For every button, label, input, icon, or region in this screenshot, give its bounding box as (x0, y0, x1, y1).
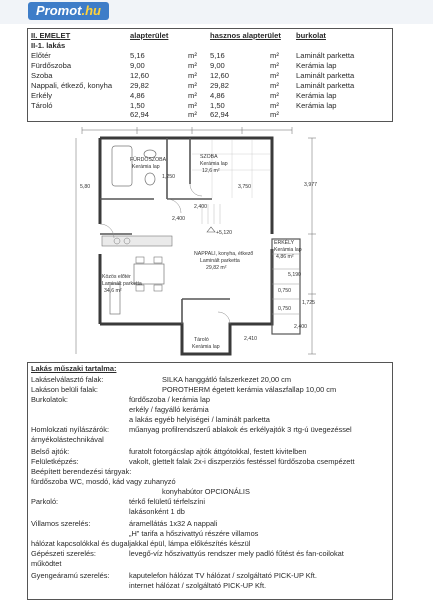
spec-row (31, 559, 389, 569)
spec-value: internet hálózat / szolgáltató PICK-UP Kft. (129, 581, 267, 590)
plan-label-kozos-sub: Laminált parketta (102, 281, 142, 287)
dim-label: 2,400 (194, 204, 207, 210)
floor-cover-header: burkolat (296, 31, 326, 40)
plan-label-level: +5,120 (216, 230, 233, 236)
spec-row (31, 405, 389, 415)
spec-key: Lakáselválasztó falak: (31, 375, 104, 384)
spec-row (31, 549, 389, 559)
room-area: 12,60 (130, 71, 150, 80)
spec-value: konyhabútor OPCIONÁLIS (162, 487, 250, 496)
spec-row (31, 539, 389, 549)
spec-value: furatolt fotorgácslap ajtók áttgótokkal, festett kivitelben (129, 447, 307, 456)
dim-label: 2,400 (172, 216, 185, 222)
room-area: 9,00 (130, 61, 145, 70)
spec-key: Gépészeti szerelés: (31, 549, 96, 558)
dim-label: 1,250 (162, 174, 175, 180)
unit: m² (270, 51, 279, 60)
plan-label-furdoszoba: FÜRDŐSZOBA (130, 157, 167, 163)
spec-row (31, 457, 389, 467)
dim-label: 3,750 (238, 184, 251, 190)
spec-key: működtet (31, 559, 62, 568)
spec-row (31, 529, 389, 539)
plan-label-tarolo: Tároló (194, 337, 209, 343)
spec-key: Felületképzés: (31, 457, 79, 466)
room-name: Tároló (31, 101, 53, 110)
floor-label: II. EMELET (31, 31, 71, 40)
room-useful-area: 12,60 (210, 71, 230, 80)
spec-value: vakolt, glettelt falak 2x-i diszperziós festéssel fürdőszoba csempézett (129, 457, 355, 466)
total-useful-area: 62,94 (210, 110, 230, 119)
plan-label-kozos-area: 34,6 m² (104, 288, 122, 294)
spec-title: Lakás műszaki tartalma: (31, 364, 117, 373)
spec-value: levegő-víz hőszivattyús rendszer mely padló fűtést és fan-coilokat (129, 549, 344, 558)
useful-area-header: hasznos alapterület (210, 31, 281, 40)
spec-key: árnyékolástechnikával (31, 435, 104, 444)
table-row (28, 81, 392, 91)
room-useful-area: 4,86 (210, 91, 225, 100)
total-area: 62,94 (130, 110, 150, 119)
spec-value: kaputelefon hálózat TV hálózat / szolgáltató PICK-UP Kft. (129, 571, 317, 580)
table-row (28, 91, 392, 101)
floor-plan (72, 124, 332, 360)
room-floor-cover: Kerámia lap (296, 91, 337, 100)
plan-label-tarolo-sub: Kerámia lap (192, 344, 220, 350)
spec-value: POROTHERM égetett kerámia válaszfallap 10,00 cm (162, 385, 337, 394)
spec-row (31, 385, 389, 395)
room-floor-cover: Laminált parketta (296, 71, 355, 80)
spec-value: „H” tarifa a hőszivattyú részére villamos (129, 529, 259, 538)
promot-logo[interactable]: Promot.hu (28, 2, 109, 20)
spec-key: hálózat kapcsolókkal és dugaljakkal épül, lámpa előkészítés készül (31, 539, 251, 548)
room-floor-cover: Laminált parketta (296, 81, 355, 90)
dim-label: 2,400 (294, 324, 307, 330)
spec-row (31, 487, 389, 497)
room-useful-area: 1,50 (210, 101, 225, 110)
unit: m² (188, 61, 197, 70)
room-area: 29,82 (130, 81, 150, 90)
spec-key: Beépített berendezési tárgyak: (31, 467, 132, 476)
dim-label: 5,80 (80, 184, 91, 190)
unit: m² (188, 81, 197, 90)
spec-row (31, 571, 389, 581)
unit: m² (188, 91, 197, 100)
spec-key: Burkolatok: (31, 395, 68, 404)
unit: m² (270, 91, 279, 100)
room-floor-cover: Kerámia lap (296, 61, 337, 70)
room-floor-cover: Laminált parketta (296, 51, 355, 60)
spec-row (31, 497, 389, 507)
plan-label-nappali-area: 29,82 m² (206, 265, 227, 271)
spec-value: erkély / fagyálló kerámia (129, 405, 209, 414)
unit: m² (270, 101, 279, 110)
spec-value: lakásonként 1 db (129, 507, 185, 516)
watermark-bar (0, 0, 433, 24)
dim-label: 5,190 (288, 272, 301, 278)
dim-label: 2,410 (244, 336, 257, 342)
spec-row (31, 425, 389, 435)
room-area-table (27, 28, 393, 122)
spec-key: Gyengeáramú szerelés: (31, 571, 110, 580)
plan-label-szoba: SZOBA (200, 154, 218, 160)
room-useful-area: 5,16 (210, 51, 225, 60)
plan-label-erkely: ERKÉLY (274, 240, 295, 246)
plan-label-szoba-sub: Kerámia lap (200, 161, 228, 167)
dim-label: 0,750 (278, 288, 291, 294)
spec-row (31, 375, 389, 385)
dim-label: 0,750 (278, 306, 291, 312)
apartment-label: II-1. lakás (31, 41, 66, 50)
spec-row (31, 519, 389, 529)
room-useful-area: 29,82 (210, 81, 230, 90)
plan-label-furdoszoba-sub: Kerámia lap (132, 164, 160, 170)
spec-value: áramellátás 1x32 A nappali (129, 519, 218, 528)
plan-label-kozos: Közös előtér (102, 274, 131, 280)
spec-value: térkő felületű térfelszíni (129, 497, 205, 506)
plan-label-erkely-sub: Kerámia lap (274, 247, 302, 253)
technical-spec-box (27, 362, 393, 600)
unit: m² (270, 110, 279, 119)
dim-label: 3,977 (304, 182, 317, 188)
table-row (28, 71, 392, 81)
unit: m² (188, 101, 197, 110)
spec-row (31, 395, 389, 405)
room-name: Nappali, étkező, konyha (31, 81, 113, 90)
table-total-row (28, 110, 392, 120)
unit: m² (270, 71, 279, 80)
spec-row (31, 447, 389, 457)
unit: m² (188, 110, 197, 119)
spec-key: Homlokzati nyílászárók: (31, 425, 110, 434)
room-name: Előtér (31, 51, 51, 60)
unit: m² (188, 51, 197, 60)
spec-key: Villamos szerelés: (31, 519, 91, 528)
spec-row (31, 467, 389, 477)
spec-row (31, 477, 389, 487)
room-area: 4,86 (130, 91, 145, 100)
unit: m² (270, 61, 279, 70)
area-header: alapterület (130, 31, 169, 40)
spec-row (31, 435, 389, 445)
table-row (28, 51, 392, 61)
spec-row (31, 581, 389, 591)
plan-label-nappali: NAPPALI, konyha, étkező (194, 251, 254, 257)
room-area: 5,16 (130, 51, 145, 60)
plan-label-nappali-sub: Laminált parketta (200, 258, 240, 264)
room-name: Erkély (31, 91, 53, 100)
unit: m² (188, 71, 197, 80)
plan-label-szoba-area: 12,6 m² (202, 168, 220, 174)
spec-row (31, 507, 389, 517)
plan-label-erkely-area: 4,86 m² (276, 254, 294, 260)
spec-key: Belső ajtók: (31, 447, 70, 456)
spec-value: fürdőszoba / kerámia lap (129, 395, 210, 404)
room-useful-area: 9,00 (210, 61, 225, 70)
unit: m² (270, 81, 279, 90)
room-floor-cover: Kerámia lap (296, 101, 337, 110)
spec-value: műanyag profilrendszerű ablakok és erkélyajtók 3 rtg-ú üvegezéssel (129, 425, 352, 434)
spec-row (31, 415, 389, 425)
room-name: Szoba (31, 71, 53, 80)
room-area: 1,50 (130, 101, 145, 110)
apartment-row (28, 41, 392, 51)
spec-value: SILKA hanggátló falszerkezet 20,00 cm (162, 375, 292, 384)
spec-key: fürdőszoba WC, mosdó, kád vagy zuhanyzó (31, 477, 176, 486)
spec-value: a lakás egyéb helyiségei / laminált parketta (129, 415, 270, 424)
table-row (28, 61, 392, 71)
room-name: Fürdőszoba (31, 61, 72, 70)
spec-key: Lakáson belüli falak: (31, 385, 98, 394)
dim-label: 1,725 (302, 300, 315, 306)
table-header-row (28, 31, 392, 41)
spec-key: Parkoló: (31, 497, 59, 506)
